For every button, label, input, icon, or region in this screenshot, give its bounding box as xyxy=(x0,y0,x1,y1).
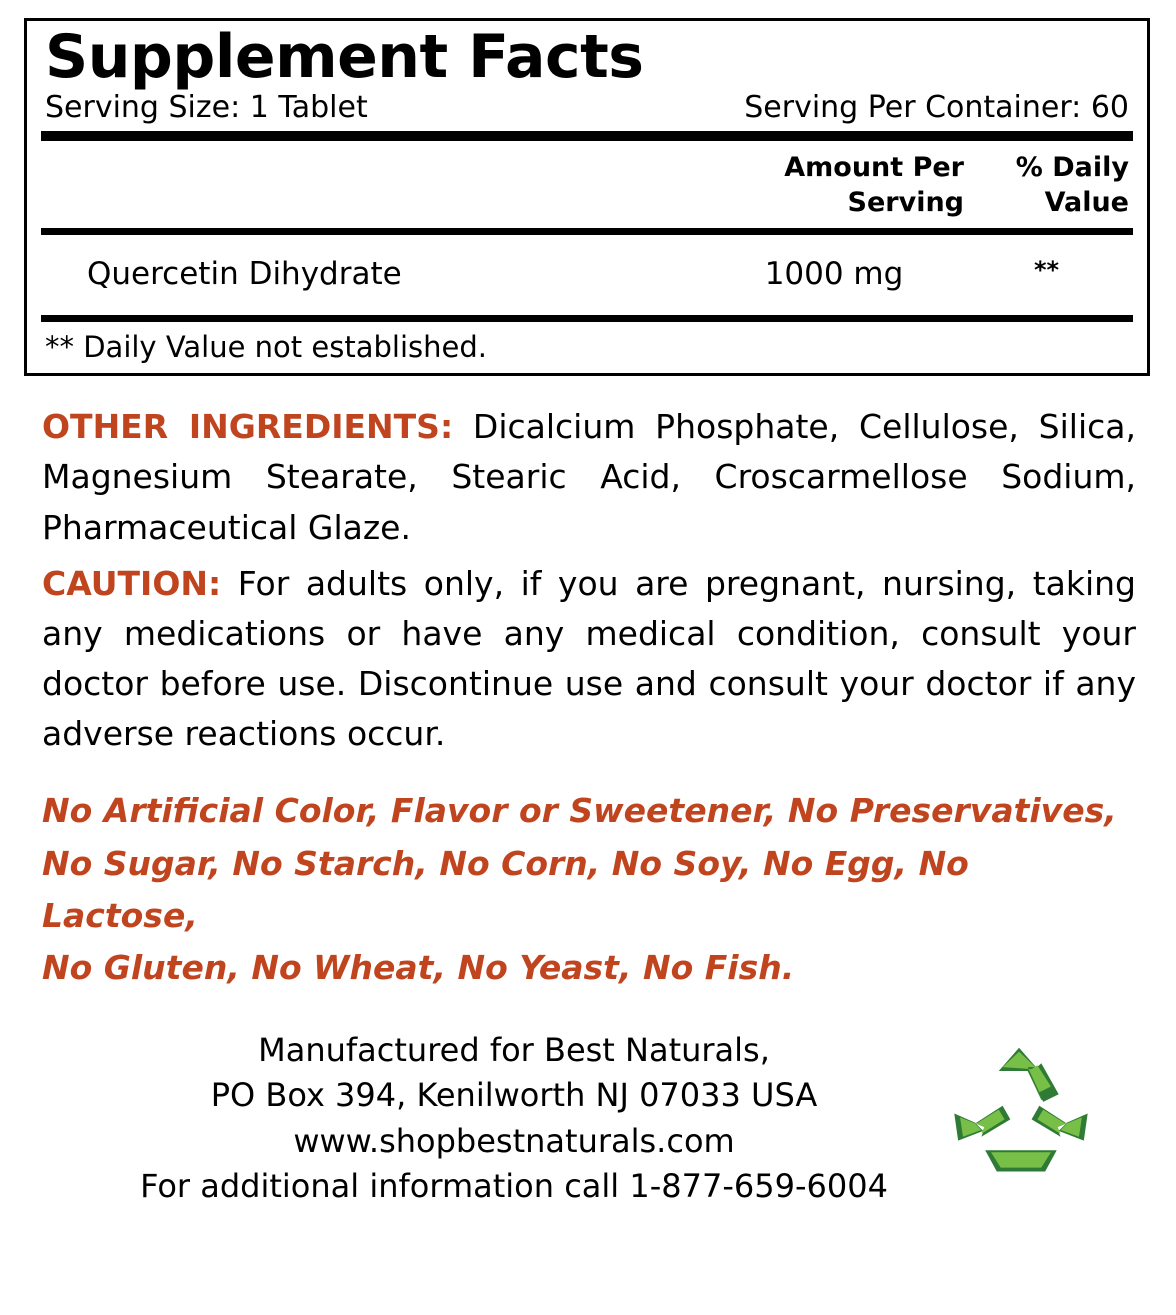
panel-column-headers xyxy=(41,141,1133,228)
nutrient-name: Quercetin Dihydrate xyxy=(87,256,402,293)
panel-title: Supplement Facts xyxy=(45,22,644,92)
nutrient-daily-value: ** xyxy=(1033,256,1060,285)
panel-rule-header xyxy=(41,228,1133,235)
column-header-daily-value xyxy=(964,151,1129,220)
panel-rule-bottom xyxy=(41,315,1133,322)
free-claims-line-1: No Artificial Color, Flavor or Sweetener, No Preservatives, xyxy=(42,791,1117,831)
free-claims-line-2: No Sugar, No Starch, No Corn, No Soy, No Egg, No Lactose, xyxy=(42,843,969,935)
panel-rule-top xyxy=(41,131,1133,141)
column-header-amount-line1: Amount Per xyxy=(784,152,964,184)
footer-line-4: For additional information call 1-877-659-6004 xyxy=(140,1167,888,1206)
column-header-dv-line2: Value xyxy=(1044,186,1129,218)
servings-per-container: Serving Per Container: 60 xyxy=(744,89,1129,125)
free-from-claims xyxy=(42,785,1136,994)
free-claims-line-3: No Gluten, No Wheat, No Yeast, No Fish. xyxy=(42,947,795,987)
label-body xyxy=(42,402,1136,1209)
caution-label: CAUTION: xyxy=(42,563,222,603)
nutrient-amount: 1000 mg xyxy=(764,256,904,293)
other-ingredients-paragraph xyxy=(42,402,1136,552)
other-ingredients-text: Dicalcium Phosphate, Cellulose, Silica, Magnesium Stearate, Stearic Acid, Croscarmellose Sodium, Pharmaceutical Glaze. xyxy=(42,407,1136,547)
footer-line-1: Manufactured for Best Naturals, xyxy=(258,1030,770,1069)
panel-footnote: ** Daily Value not established. xyxy=(45,330,487,365)
serving-info-row xyxy=(45,91,1129,126)
caution-paragraph xyxy=(42,559,1136,760)
other-ingredients-label: OTHER INGREDIENTS: xyxy=(42,407,454,447)
manufacturer-footer xyxy=(42,1028,1136,1210)
supplement-facts-panel xyxy=(24,18,1150,376)
table-row xyxy=(41,235,1133,315)
footer-line-2: PO Box 394, Kenilworth NJ 07033 USA xyxy=(210,1076,818,1115)
column-header-amount xyxy=(704,151,964,220)
column-header-dv-line1: % Daily xyxy=(1015,152,1129,184)
recycle-icon xyxy=(940,1042,1100,1187)
serving-size: Serving Size: 1 Tablet xyxy=(45,89,368,125)
caution-text: For adults only, if you are pregnant, nursing, taking any medications or have any medical condition, consult your doctor before use. Discontinue use and consult your doctor if any adverse reactions occur. xyxy=(42,563,1136,754)
footer-line-3: www.shopbestnaturals.com xyxy=(293,1121,735,1160)
column-header-amount-line2: Serving xyxy=(847,186,964,218)
